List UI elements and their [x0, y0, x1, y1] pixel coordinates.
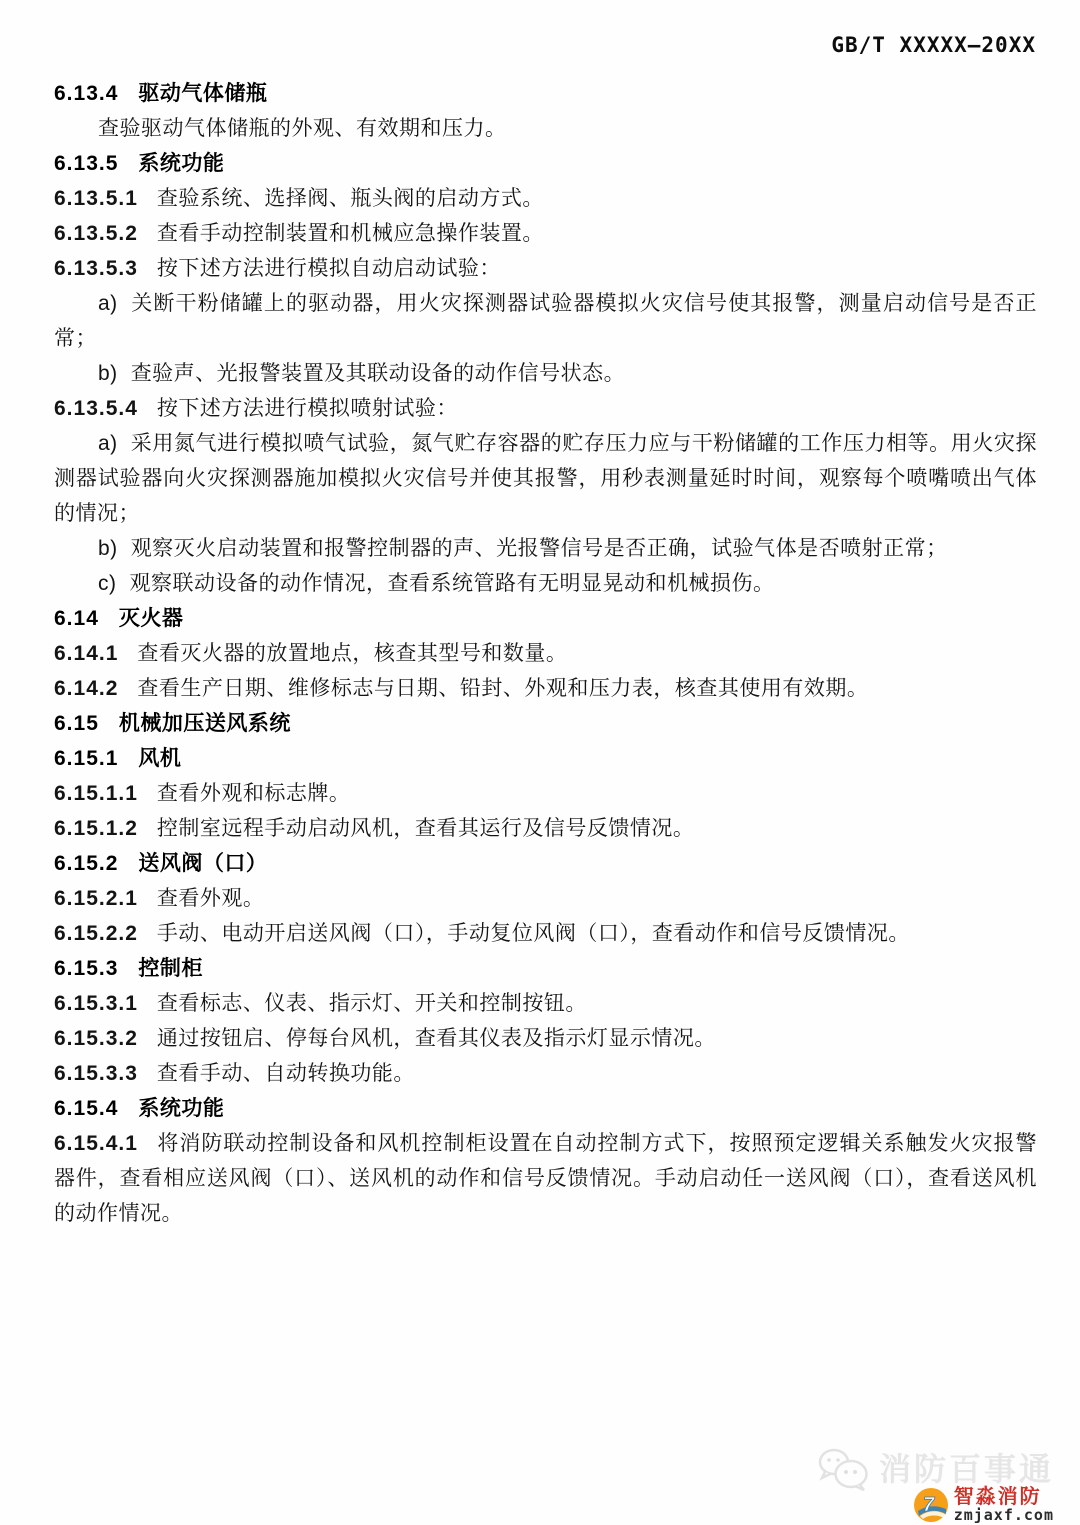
- section-title: 机械加压送风系统: [118, 712, 291, 735]
- clause-text: 查看手动、自动转换功能。: [156, 1062, 415, 1085]
- list-text: 采用氮气进行模拟喷气试验，氮气贮存容器的贮存压力应与干粉储罐的工作压力相等。用火灾探测器试验器向火灾探测器施加模拟火灾信号并使其报警，用秒表测量延时时间，观察每个喷嘴喷出气体的情况；: [54, 432, 1037, 525]
- clause-text: 查验系统、选择阀、瓶头阀的启动方式。: [156, 187, 544, 210]
- clause-text: 按下述方法进行模拟喷射试验：: [156, 397, 458, 420]
- list-label: b): [98, 537, 118, 560]
- document-content: [54, 76, 1037, 1231]
- clause-number: 6.13.5.2: [54, 222, 138, 245]
- clause-6.15.1.1: [54, 776, 1037, 811]
- list-label: a): [98, 432, 118, 455]
- section-heading-6.13.5: [54, 146, 1037, 181]
- clause-text: 查看灭火器的放置地点，核查其型号和数量。: [137, 642, 568, 665]
- section-title: 系统功能: [138, 1097, 225, 1120]
- watermark-site-url: zmjaxf.com: [953, 1506, 1054, 1524]
- clause-number: 6.14.2: [54, 677, 119, 700]
- list-label: c): [98, 572, 117, 595]
- clause-number: 6.15.2.1: [54, 887, 138, 910]
- clause-6.15.3.2: [54, 1021, 1037, 1056]
- clause-number: 6.15.3.1: [54, 992, 138, 1015]
- section-number: 6.13.5: [54, 152, 119, 175]
- clause-text: 查看标志、仪表、指示灯、开关和控制按钮。: [156, 992, 587, 1015]
- watermark-brand-text: 消防百事通: [878, 1451, 1054, 1487]
- list-item-b: [54, 531, 1037, 566]
- clause-6.14.2: [54, 671, 1037, 706]
- section-title: 驱动气体储瓶: [138, 82, 268, 105]
- clause-6.15.1.2: [54, 811, 1037, 846]
- section-heading-6.13.4: [54, 76, 1037, 111]
- clause-text: 控制室远程手动启动风机，查看其运行及信号反馈情况。: [156, 817, 695, 840]
- clause-6.13.5.3: [54, 251, 1037, 286]
- clause-6.15.3.3: [54, 1056, 1037, 1091]
- clause-text: 查看外观。: [156, 887, 265, 910]
- section-heading-6.15.2: [54, 846, 1037, 881]
- clause-number: 6.15.1.2: [54, 817, 138, 840]
- clause-text: 查看外观和标志牌。: [156, 782, 351, 805]
- clause-number: 6.13.5.3: [54, 257, 138, 280]
- section-heading-6.15.1: [54, 741, 1037, 776]
- clause-6.13.5.1: [54, 181, 1037, 216]
- clause-6.13.5.2: [54, 216, 1037, 251]
- watermark: [817, 1447, 1054, 1523]
- list-text: 观察灭火启动装置和报警控制器的声、光报警信号是否正确，试验气体是否喷射正常；: [130, 537, 948, 560]
- section-number: 6.13.4: [54, 82, 119, 105]
- section-number: 6.15: [54, 712, 99, 735]
- zhimiao-logo-icon: [913, 1487, 949, 1523]
- clause-text: 查看手动控制装置和机械应急操作装置。: [156, 222, 544, 245]
- section-number: 6.15.2: [54, 852, 119, 875]
- list-item-c: [54, 566, 1037, 601]
- clause-6.14.1: [54, 636, 1037, 671]
- section-title: 风机: [138, 747, 182, 770]
- clause-6.15.2.1: [54, 881, 1037, 916]
- clause-6.15.3.1: [54, 986, 1037, 1021]
- watermark-site-row: [913, 1487, 1054, 1523]
- clause-text: 查看生产日期、维修标志与日期、铅封、外观和压力表，核查其使用有效期。: [137, 677, 869, 700]
- list-item-a: [54, 426, 1037, 531]
- clause-number: 6.14.1: [54, 642, 119, 665]
- list-item-b: [54, 356, 1037, 391]
- clause-text: 按下述方法进行模拟自动启动试验：: [156, 257, 501, 280]
- watermark-logo-text: 智淼消防: [953, 1486, 1042, 1508]
- section-title: 系统功能: [138, 152, 225, 175]
- list-text: 关断干粉储罐上的驱动器，用火灾探测器试验器模拟火灾信号使其报警，测量启动信号是否正常；: [54, 292, 1037, 350]
- clause-text: 将消防联动控制设备和风机控制柜设置在自动控制方式下，按照预定逻辑关系触发火灾报警器件，查看相应送风阀（口）、送风机的动作和信号反馈情况。手动启动任一送风阀（口），查看送风机的动作情况。: [54, 1132, 1037, 1225]
- clause-number: 6.15.2.2: [54, 922, 138, 945]
- section-title: 送风阀（口）: [138, 852, 268, 875]
- clause-number: 6.13.5.1: [54, 187, 138, 210]
- clause-6.15.4.1: [54, 1126, 1037, 1231]
- list-text: 查验声、光报警装置及其联动设备的动作信号状态。: [130, 362, 626, 385]
- clause-number: 6.15.4.1: [54, 1132, 138, 1155]
- list-text: 观察联动设备的动作情况，查看系统管路有无明显晃动和机械损伤。: [129, 572, 775, 595]
- clause-number: 6.15.3.2: [54, 1027, 138, 1050]
- list-label: a): [98, 292, 118, 315]
- clause-text: 通过按钮启、停每台风机，查看其仪表及指示灯显示情况。: [156, 1027, 716, 1050]
- section-number: 6.14: [54, 607, 99, 630]
- section-title: 灭火器: [118, 607, 184, 630]
- clause-number: 6.13.5.4: [54, 397, 138, 420]
- clause-6.13.5.4: [54, 391, 1037, 426]
- paragraph-1: [54, 111, 1037, 146]
- section-number: 6.15.3: [54, 957, 119, 980]
- section-number: 6.15.4: [54, 1097, 119, 1120]
- clause-text: 手动、电动开启送风阀（口），手动复位风阀（口），查看动作和信号反馈情况。: [156, 922, 910, 945]
- logo-glyph: 7: [922, 1494, 934, 1516]
- clause-number: 6.15.3.3: [54, 1062, 138, 1085]
- watermark-brand-row: [817, 1447, 1054, 1491]
- section-heading-6.15.3: [54, 951, 1037, 986]
- clause-6.15.2.2: [54, 916, 1037, 951]
- list-item-a: [54, 286, 1037, 356]
- standard-code: GB/T XXXXX—20XX: [831, 33, 1036, 57]
- section-heading-6.15.4: [54, 1091, 1037, 1126]
- list-label: b): [98, 362, 118, 385]
- section-number: 6.15.1: [54, 747, 119, 770]
- chat-bubbles-icon: [817, 1447, 875, 1491]
- section-heading-6.14: [54, 601, 1037, 636]
- section-title: 控制柜: [138, 957, 203, 980]
- clause-number: 6.15.1.1: [54, 782, 138, 805]
- paragraph-text: 查验驱动气体储瓶的外观、有效期和压力。: [98, 117, 507, 140]
- section-heading-6.15: [54, 706, 1037, 741]
